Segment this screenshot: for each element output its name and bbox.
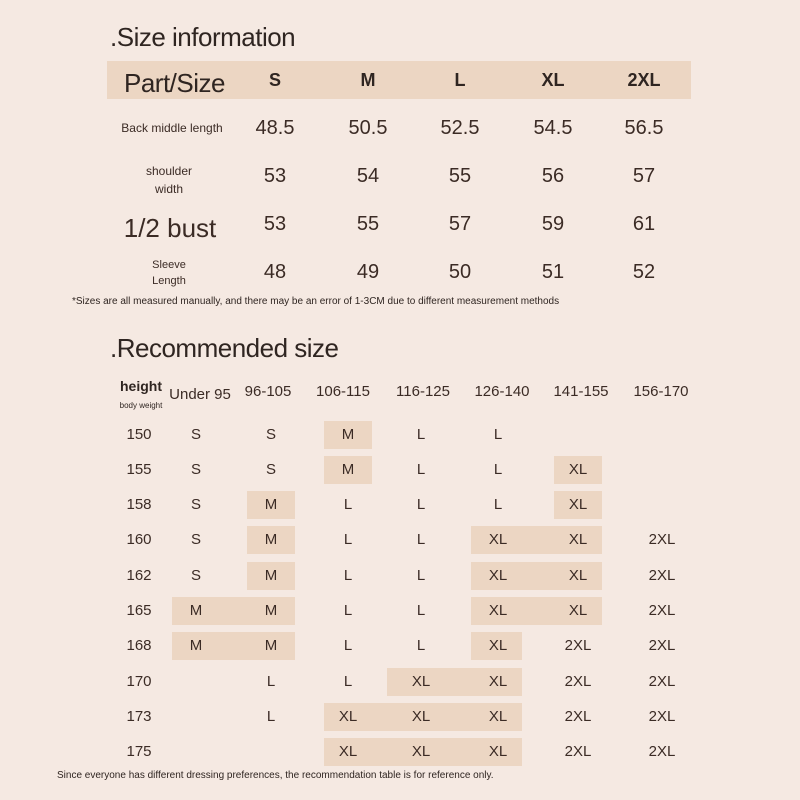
row-label-bust: 1/2 bust (123, 213, 217, 243)
value-cell: 52.5 (440, 117, 480, 139)
size-cell (318, 668, 378, 696)
size-cell-label: XL (488, 602, 508, 619)
size-cell (468, 421, 528, 449)
size-cell (318, 632, 378, 660)
size-cell-label: M (264, 496, 278, 513)
height-value: 175 (126, 743, 152, 760)
size-cell (391, 562, 451, 590)
size-cell (318, 597, 378, 625)
size-cell (632, 562, 692, 590)
size-cell-label: 2XL (564, 743, 592, 760)
height-label: height (120, 378, 162, 394)
size-cell-label: XL (338, 708, 358, 725)
row-label-line1: shoulder (145, 164, 193, 178)
size-cell (385, 703, 460, 731)
height-value: 162 (126, 567, 152, 584)
size-cell (324, 456, 372, 484)
size-header-xl: XL (541, 70, 565, 90)
size-cell-label: M (264, 567, 278, 584)
size-cell-label: 2XL (648, 602, 676, 619)
size-cell-label: XL (568, 531, 588, 548)
size-cell-label: XL (568, 461, 588, 478)
size-cell-label: 2XL (648, 531, 676, 548)
size-header-m: M (360, 70, 376, 90)
weight-header: 126-140 (474, 383, 530, 400)
size-cell (391, 456, 451, 484)
size-cell (632, 597, 692, 625)
size-cell-label: L (416, 426, 426, 443)
row-label-sleeve (152, 257, 186, 289)
size-cell-label: 2XL (564, 708, 592, 725)
size-cell-label: L (343, 637, 353, 654)
value-cell: 61 (632, 213, 656, 235)
size-cell-label: L (416, 531, 426, 548)
footer-note: Since everyone has different dressing preferences, the recommendation table is for reference only. (57, 770, 494, 781)
size-cell (385, 738, 460, 766)
size-cell-label: S (190, 531, 201, 548)
size-cell (471, 632, 522, 660)
row-label-line2: width (154, 182, 183, 196)
size-cell (632, 526, 692, 554)
size-cell-label: L (493, 426, 503, 443)
size-cell (632, 668, 692, 696)
size-cell (391, 421, 451, 449)
row-label-back-length: Back middle length (121, 121, 223, 135)
size-cell (324, 703, 385, 731)
size-cell-label: XL (568, 567, 588, 584)
value-cell: 56 (541, 165, 565, 187)
size-cell (538, 597, 602, 625)
size-cell (241, 668, 301, 696)
size-cell (324, 738, 385, 766)
size-cell (318, 526, 378, 554)
size-cell (548, 632, 608, 660)
value-cell: 55 (448, 165, 472, 187)
value-cell: 51 (541, 261, 565, 283)
size-cell-label: 2XL (564, 673, 592, 690)
size-cell (391, 526, 451, 554)
size-cell-label: XL (568, 496, 588, 513)
weight-header: 141-155 (553, 383, 609, 400)
size-cell-label: S (265, 426, 276, 443)
size-cell-label: L (266, 708, 276, 725)
size-cell-label: L (493, 461, 503, 478)
size-cell-label: S (190, 461, 201, 478)
measurement-note: *Sizes are all measured manually, and there may be an error of 1-3CM due to different measurement methods (72, 296, 560, 307)
size-cell (324, 421, 372, 449)
value-cell: 57 (448, 213, 472, 235)
size-cell (548, 703, 608, 731)
size-cell (538, 526, 602, 554)
size-cell-label: XL (568, 602, 588, 619)
size-cell (166, 456, 226, 484)
size-cell (554, 456, 602, 484)
size-cell-label: XL (488, 637, 508, 654)
value-cell: 56.5 (624, 117, 664, 139)
value-cell: 50.5 (348, 117, 388, 139)
size-cell (318, 491, 378, 519)
size-cell (460, 668, 522, 696)
size-cell (166, 668, 226, 696)
size-cell-label: S (265, 461, 276, 478)
value-cell: 50 (448, 261, 472, 283)
size-cell-label: M (189, 602, 203, 619)
size-cell-label: XL (411, 673, 431, 690)
size-cell-label: XL (411, 708, 431, 725)
size-cell (632, 421, 692, 449)
size-cell-label: L (416, 496, 426, 513)
value-cell: 53 (263, 165, 287, 187)
height-value: 168 (126, 637, 152, 654)
size-cell-label: 2XL (648, 708, 676, 725)
height-value: 173 (126, 708, 152, 725)
value-cell: 54 (356, 165, 380, 187)
size-header-2xl: 2XL (627, 70, 661, 90)
size-cell (172, 632, 234, 660)
size-cell-label: L (343, 567, 353, 584)
size-cell-label: S (190, 426, 201, 443)
size-cell-label: L (416, 461, 426, 478)
size-cell (391, 597, 451, 625)
value-cell: 48 (263, 261, 287, 283)
value-cell: 49 (356, 261, 380, 283)
weight-header: 156-170 (633, 383, 689, 400)
size-cell-label: 2XL (648, 743, 676, 760)
size-cell-label: S (190, 496, 201, 513)
size-cell-label: M (264, 637, 278, 654)
weight-header: 116-125 (396, 383, 450, 400)
value-cell: 48.5 (255, 117, 295, 139)
height-value: 158 (126, 496, 152, 513)
size-cell-label: S (190, 567, 201, 584)
size-cell (468, 456, 528, 484)
size-cell (166, 421, 226, 449)
size-cell-label: 2XL (564, 637, 592, 654)
value-cell: 55 (356, 213, 380, 235)
size-cell-label: L (416, 567, 426, 584)
size-cell-label: XL (488, 567, 508, 584)
size-cell-label: XL (411, 743, 431, 760)
row-label-line2: Length (152, 275, 186, 287)
size-cell-label: L (343, 496, 353, 513)
size-header-s: S (268, 70, 282, 90)
size-cell (172, 597, 234, 625)
size-cell (468, 491, 528, 519)
size-cell (548, 668, 608, 696)
size-cell-label: L (343, 531, 353, 548)
part-size-header: Part/Size (124, 68, 225, 98)
value-cell: 54.5 (533, 117, 573, 139)
height-value: 155 (126, 461, 152, 478)
size-cell-label: 2XL (648, 567, 676, 584)
size-cell-label: M (341, 426, 355, 443)
size-cell-label: M (264, 531, 278, 548)
size-cell (247, 526, 295, 554)
size-cell (247, 491, 295, 519)
size-cell-label: M (189, 637, 203, 654)
row-label-line1: Sleeve (152, 259, 186, 271)
size-cell-label: 2XL (648, 637, 676, 654)
size-cell (241, 456, 301, 484)
size-cell-label: XL (488, 673, 508, 690)
size-cell (234, 597, 295, 625)
size-cell-label: 2XL (648, 673, 676, 690)
size-cell-label: XL (488, 708, 508, 725)
size-cell-label: M (264, 602, 278, 619)
size-cell-label: L (343, 673, 353, 690)
size-cell (471, 597, 538, 625)
size-cell (166, 526, 226, 554)
size-cell (632, 456, 692, 484)
weight-header: 96-105 (244, 383, 292, 400)
size-cell (166, 703, 226, 731)
size-cell-label: XL (338, 743, 358, 760)
size-cell-label: L (416, 637, 426, 654)
size-cell (460, 738, 522, 766)
size-header-l: L (454, 70, 466, 90)
size-cell (554, 491, 602, 519)
size-cell-label: XL (488, 531, 508, 548)
height-value: 150 (126, 426, 152, 443)
size-cell (548, 738, 608, 766)
size-cell (391, 632, 451, 660)
size-cell-label: XL (488, 743, 508, 760)
size-cell (538, 562, 602, 590)
size-cell (241, 738, 301, 766)
size-cell-label: L (266, 673, 276, 690)
size-cell (632, 491, 692, 519)
size-cell (632, 738, 692, 766)
value-cell: 57 (632, 165, 656, 187)
size-cell (548, 421, 608, 449)
size-cell (241, 703, 301, 731)
size-cell (234, 632, 295, 660)
size-cell (318, 562, 378, 590)
size-cell-label: L (343, 602, 353, 619)
size-info-title: .Size information (110, 22, 296, 52)
size-cell-label: L (416, 602, 426, 619)
size-cell (471, 562, 538, 590)
height-value: 160 (126, 531, 152, 548)
size-cell (460, 703, 522, 731)
weight-header: Under 95 (169, 386, 231, 403)
size-cell (632, 703, 692, 731)
size-cell (166, 738, 226, 766)
size-cell (387, 668, 460, 696)
size-cell (166, 491, 226, 519)
size-cell (471, 526, 538, 554)
size-cell-label: M (341, 461, 355, 478)
height-value: 170 (126, 673, 152, 690)
recommended-title: .Recommended size (110, 333, 339, 363)
size-cell (391, 491, 451, 519)
size-cell (247, 562, 295, 590)
value-cell: 52 (632, 261, 656, 283)
size-cell (166, 562, 226, 590)
size-cell (241, 421, 301, 449)
body-weight-label: body weight (119, 401, 163, 410)
weight-header: 106-115 (316, 383, 370, 400)
size-cell-label: L (493, 496, 503, 513)
value-cell: 59 (541, 213, 565, 235)
value-cell: 53 (263, 213, 287, 235)
height-value: 165 (126, 602, 152, 619)
row-label-shoulder (146, 162, 192, 198)
size-cell (632, 632, 692, 660)
